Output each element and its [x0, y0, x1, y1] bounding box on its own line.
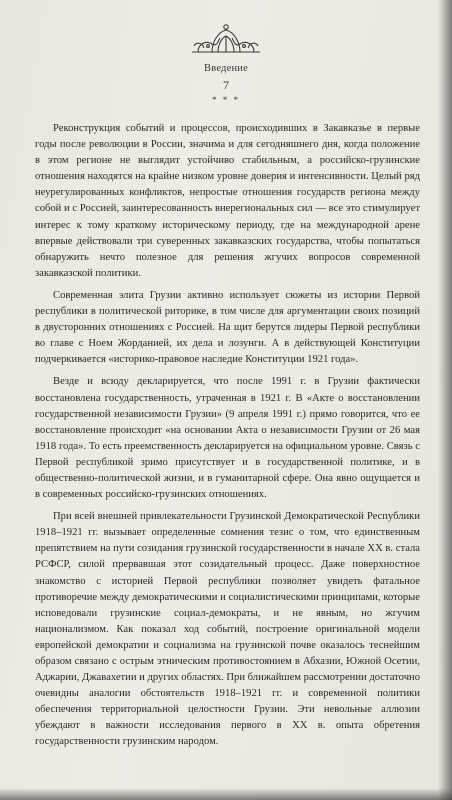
- decorative-crown-ornament-icon: [188, 22, 264, 56]
- paragraph: Реконструкция событий и процессов, происходивших в Закавказье в первые годы после революции в России, значима и для сегодняшнего дня, когда положение в этом регионе не выглядит устойчиво стабильным, а российско-грузинские отношения находятся на крайне низком уровне доверия и интенсивности. Целый ряд неурегулированных конфликтов, непростые отношения государств региона между собой и с Россией, заинтересованность внерегиональных сил — все это стимулирует интерес к тому краткому историческому периоду, где на международной арене впервые действовали три суверенных закавказских государства, чтобы попытаться обнаружить нечто полезное для решения жгучих вопросов современной закавказской политики.: [35, 123, 420, 279]
- running-head: Введение: [204, 63, 248, 74]
- section-separator: * * *: [212, 95, 240, 105]
- body-text: [35, 121, 420, 757]
- page-bottom-shadow: [0, 788, 452, 800]
- paragraph: Современная элита Грузии активно использует сюжеты из истории Первой республики в политической риторике, в том числе для аргументации своих позиций в двусторонних отношениях с Россией. На щит берутся лидеры Первой республики во главе с Ноем Жорданией, их дела и лозунги. А в действующей Конституции подчеркивается «историко-правовое наследие Конституции 1921 года».: [35, 289, 420, 366]
- paragraph: При всей внешней привлекательности Грузинской Демократической Республики 1918–1921 гг. вызывает определенные сомнения тезис о том, что единственным препятствием на пути созидания грузинской государственности в начале XX в. стала РСФСР, силой прервавшая этот созидательный процесс. Даже поверхностное знакомство с историей Первой республики позволяет увидеть фатальное противоречие между демократическими и социалистическими принципами, которые исповедовали грузинские социал-демократы, и не явным, но жгучим национализмом. Как показал ход событий, построение оригинальной модели европейской демократии и социализма на грузинской почве оказалось теснейшим образом связано с острым этническим противостоянием в Абхазии, Южной Осетии, Аджарии, Джавахетии и других областях. При ближайшем рассмотрении достаточно очевидны аналогии обстоятельств 1918–1921 гг. и современной политики обеспечения территориальной целостности Грузии. Эти невольные аллюзии убеждают в важности исследования первого в XX в. опыта обретения государственности грузинским народом.: [35, 511, 420, 748]
- paragraph: Везде и всюду декларируется, что после 1991 г. в Грузии фактически восстановлена государственность, утраченная в 1921 г. В «Акте о восстановлении государственной независимости Грузии» (9 апреля 1991 г.) прямо говорится, что ее восстановление происходит «на основании Акта о независимости Грузии от 26 мая 1918 года». То есть преемственность декларируется на официальном уровне. Связь с Первой республикой зримо присутствует и в государственной политике, и в общественно-политической жизни, и в гуманитарной сфере. Она явно ощущается и в современных российско-грузинских отношениях.: [35, 376, 420, 501]
- page-number: 7: [223, 78, 229, 92]
- page-edge-shadow: [438, 0, 452, 800]
